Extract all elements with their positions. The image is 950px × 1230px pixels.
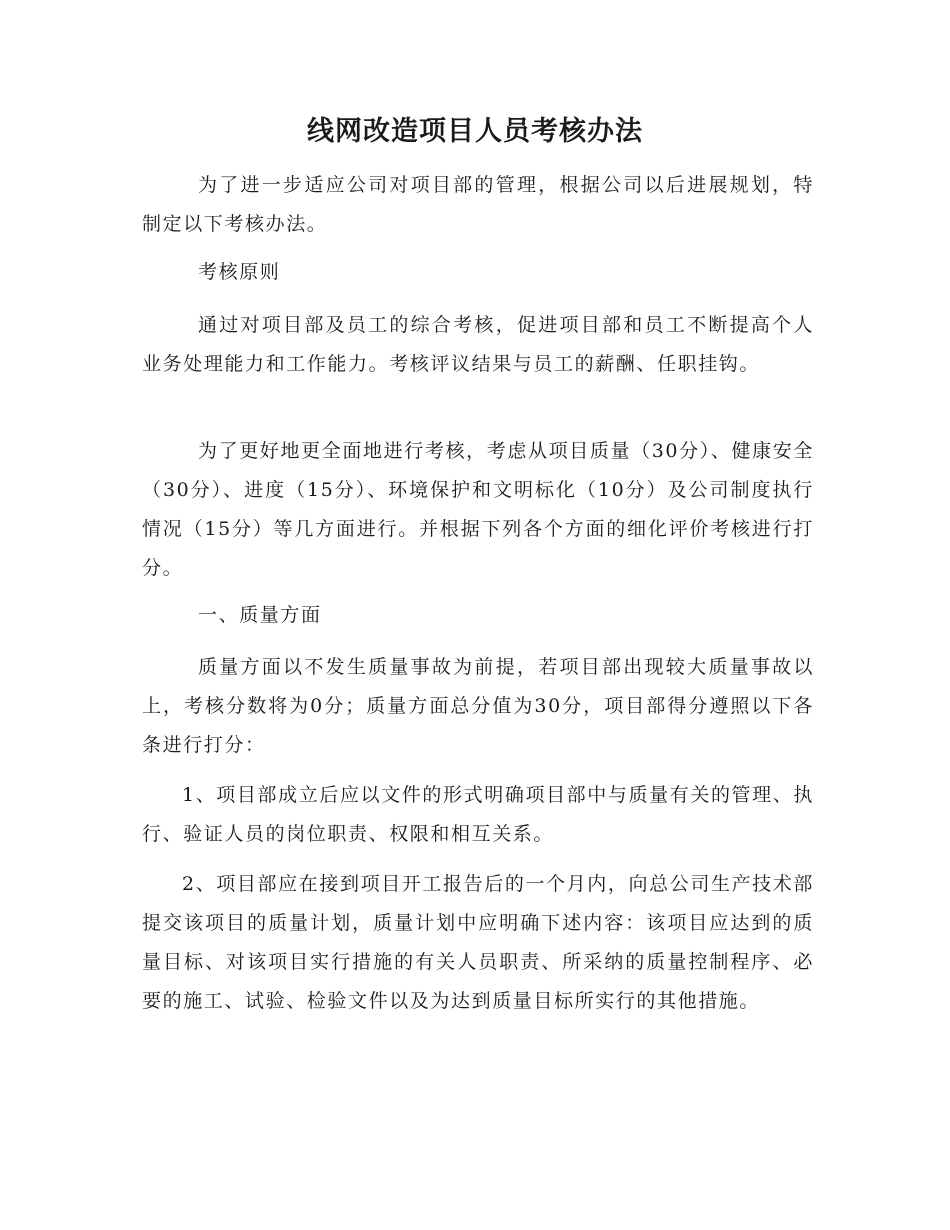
section-heading-principle: 考核原则 [198, 261, 281, 283]
quality-paragraph: 质量方面以不发生质量事故为前提，若项目部出现较大质量事故以上，考核分数将为0分；质量方面总分值为30分，项目部得分遵照以下各条进行打分： [142, 656, 814, 756]
scoring-paragraph: 为了更好地更全面地进行考核，考虑从项目质量（30分）、健康安全（30分）、进度（15分）、环境保护和文明标化（10分）及公司制度执行情况（15分）等几方面进行。并根据下列各个方面的细化评价考核进行打分。 [142, 440, 814, 579]
intro-paragraph: 为了进一步适应公司对项目部的管理，根据公司以后进展规划，特制定以下考核办法。 [142, 174, 814, 235]
list-item-1: 1、项目部成立后应以文件的形式明确项目部中与质量有关的管理、执行、验证人员的岗位职责、权限和相互关系。 [142, 784, 814, 845]
document-title: 线网改造项目人员考核办法 [307, 116, 643, 147]
section-heading-quality: 一、质量方面 [198, 604, 322, 626]
principle-paragraph: 通过对项目部及员工的综合考核，促进项目部和员工不断提高个人业务处理能力和工作能力。考核评议结果与员工的薪酬、任职挂钩。 [142, 314, 814, 375]
list-item-2: 2、项目部应在接到项目开工报告后的一个月内，向总公司生产技术部提交该项目的质量计划，质量计划中应明确下述内容：该项目应达到的质量目标、对该项目实行措施的有关人员职责、所采纳的质量控制程序、必要的施工、试验、检验文件以及为达到质量目标所实行的其他措施。 [142, 873, 814, 1012]
